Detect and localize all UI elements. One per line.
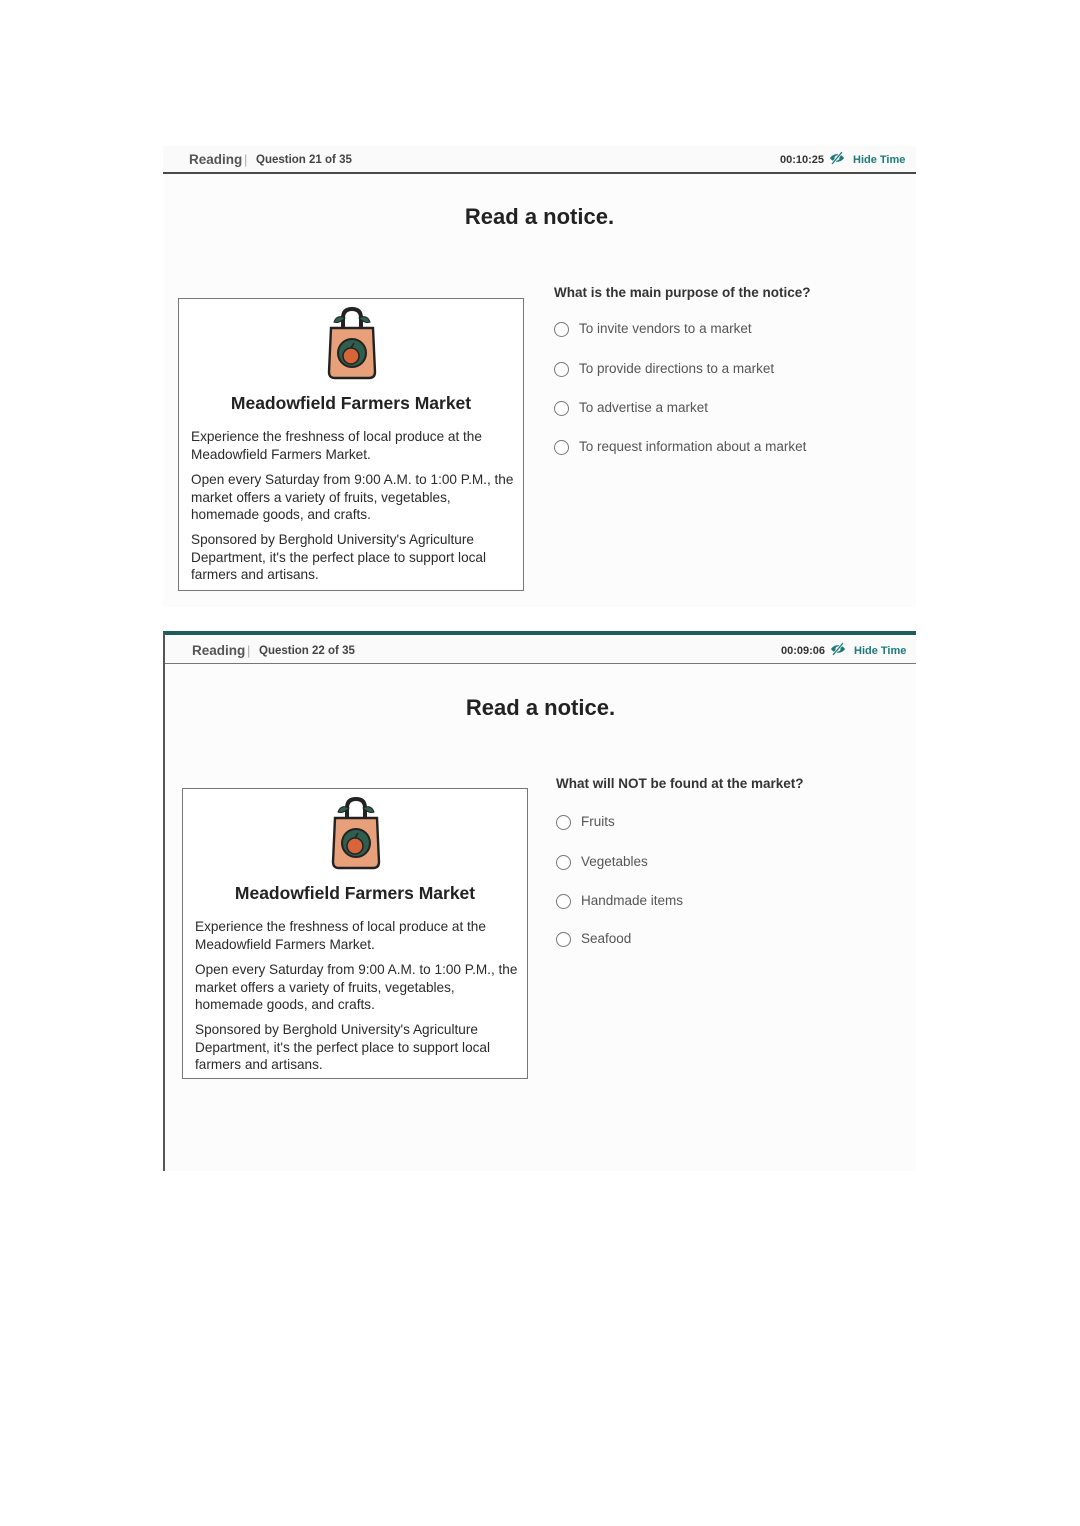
radio-button[interactable] — [556, 815, 571, 830]
radio-button[interactable] — [554, 362, 569, 377]
notice-paragraph: Sponsored by Berghold University's Agriculture Department, it's the perfect place to support local farmers and artisans. — [191, 532, 487, 582]
notice-title: Meadowfield Farmers Market — [230, 393, 472, 413]
answer-option-label: Handmade items — [581, 893, 684, 908]
radio-button[interactable] — [554, 440, 569, 455]
radio-button[interactable] — [556, 894, 571, 909]
notice-paragraph: Open every Saturday from 9:00 A.M. to 1:00 P.M., the market offers a variety of fruits, vegetables, homemade goods, and crafts. — [191, 472, 514, 522]
answer-option-label: Fruits — [581, 814, 615, 829]
question-prompt: What will NOT be found at the market? — [556, 776, 804, 791]
answer-option-label: To invite vendors to a market — [579, 321, 752, 336]
answer-option-label: Vegetables — [581, 854, 648, 869]
notice-paragraph: Experience the freshness of local produce at the Meadowfield Farmers Market. — [191, 429, 482, 462]
answer-option-label: To provide directions to a market — [579, 361, 775, 376]
question-screen-21 — [163, 146, 916, 607]
radio-button[interactable] — [556, 855, 571, 870]
eye-slash-icon[interactable] — [829, 151, 845, 165]
shopping-bag-icon — [331, 796, 381, 870]
hide-time-button[interactable]: Hide Time — [853, 154, 906, 166]
notice-paragraph: Open every Saturday from 9:00 A.M. to 1:00 P.M., the market offers a variety of fruits, vegetables, homemade goods, and crafts. — [195, 962, 518, 1012]
header-separator: | — [247, 643, 251, 658]
radio-button[interactable] — [556, 932, 571, 947]
question-prompt: What is the main purpose of the notice? — [554, 285, 811, 300]
shopping-bag-icon — [327, 306, 377, 380]
answer-option-label: Seafood — [581, 931, 632, 946]
top-bar — [165, 635, 916, 664]
notice-box — [182, 788, 528, 1079]
top-bar — [163, 146, 916, 174]
eye-slash-icon[interactable] — [830, 642, 846, 656]
notice-paragraph: Experience the freshness of local produce at the Meadowfield Farmers Market. — [195, 919, 486, 952]
header-separator: | — [244, 152, 248, 167]
question-screen-22 — [163, 631, 916, 1171]
page-heading: Read a notice. — [465, 695, 616, 720]
page-heading: Read a notice. — [464, 204, 615, 229]
timer: 00:10:25 — [780, 154, 825, 166]
hide-time-button[interactable]: Hide Time — [854, 645, 907, 657]
question-counter: Question 21 of 35 — [256, 154, 352, 166]
question-counter: Question 22 of 35 — [259, 645, 355, 657]
section-label: Reading — [189, 152, 243, 167]
radio-button[interactable] — [554, 322, 569, 337]
answer-option-label: To request information about a market — [579, 439, 807, 454]
timer: 00:09:06 — [781, 645, 826, 657]
notice-title: Meadowfield Farmers Market — [234, 883, 476, 903]
notice-paragraph: Sponsored by Berghold University's Agriculture Department, it's the perfect place to support local farmers and artisans. — [195, 1022, 491, 1072]
radio-button[interactable] — [554, 401, 569, 416]
answer-option-label: To advertise a market — [579, 400, 709, 415]
notice-box — [178, 298, 524, 591]
section-label: Reading — [192, 643, 246, 658]
